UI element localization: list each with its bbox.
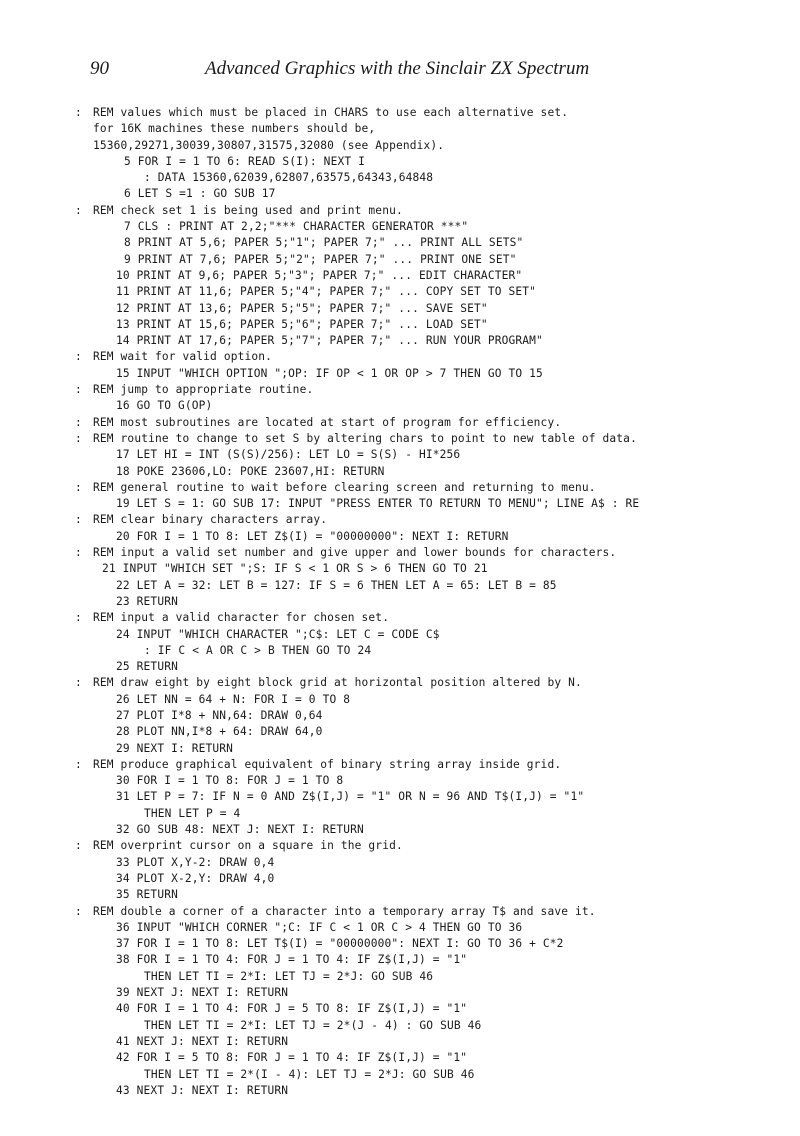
code-line [0, 969, 800, 985]
rem-line [0, 610, 800, 626]
statement-colon: : [75, 106, 82, 119]
code-line [0, 284, 800, 300]
code-line [0, 920, 800, 936]
line-text: 32 GO SUB 48: NEXT J: NEXT I: RETURN [116, 823, 364, 837]
line-text: 11 PRINT AT 11,6; PAPER 5;"4"; PAPER 7;" ... COPY SET TO SET" [116, 285, 537, 299]
rem-line [0, 203, 800, 219]
code-line [0, 1050, 800, 1066]
statement-colon: : [75, 904, 82, 918]
line-text: REM wait for valid option. [93, 350, 273, 364]
line-text: 42 FOR I = 5 TO 8: FOR J = 1 TO 4: IF Z$(I,J) = "1" [116, 1051, 468, 1065]
line-text: 30 FOR I = 1 TO 8: FOR J = 1 TO 8 [116, 774, 344, 788]
code-line [0, 186, 800, 202]
code-line [0, 806, 800, 822]
line-text: THEN LET P = 4 [144, 806, 241, 820]
statement-colon: : [75, 431, 82, 445]
line-text: 5 FOR I = 1 TO 6: READ S(I): NEXT I [124, 154, 365, 168]
rem-line [0, 480, 800, 496]
line-text: 28 PLOT NN,I*8 + 64: DRAW 64,0 [116, 725, 323, 739]
code-line [0, 708, 800, 724]
line-text: 9 PRINT AT 7,6; PAPER 5;"2"; PAPER 7;" ... PRINT ONE SET" [124, 252, 517, 266]
code-line [0, 1083, 800, 1099]
line-text: 10 PRINT AT 9,6; PAPER 5;"3"; PAPER 7;" ... EDIT CHARACTER" [116, 268, 523, 282]
statement-colon: : [75, 383, 82, 397]
line-text: 23 RETURN [116, 594, 178, 608]
rem-line [0, 838, 800, 854]
code-line [0, 952, 800, 968]
statement-colon: : [75, 757, 82, 771]
line-text: REM jump to appropriate routine. [93, 383, 314, 397]
line-text: THEN LET TI = 2*(I - 4): LET TJ = 2*J: GO SUB 46 [144, 1067, 475, 1081]
code-line [0, 529, 800, 545]
code-line [0, 561, 800, 577]
line-text: 25 RETURN [116, 660, 178, 674]
rem-line [0, 545, 800, 561]
page-number: 90 [90, 58, 109, 79]
line-text: : DATA 15360,62039,62807,63575,64343,64848 [144, 171, 434, 185]
code-line [0, 447, 800, 463]
rem-line [0, 904, 800, 920]
code-line [0, 301, 800, 317]
rem-line [0, 349, 800, 365]
statement-colon: : [75, 513, 82, 527]
program-listing [0, 105, 800, 1099]
rem-continuation-line [0, 121, 800, 137]
line-text: 43 NEXT J: NEXT I: RETURN [116, 1083, 289, 1097]
code-line [0, 154, 800, 170]
rem-line [0, 757, 800, 773]
code-line [0, 936, 800, 952]
line-text: 12 PRINT AT 13,6; PAPER 5;"5"; PAPER 7;" ... SAVE SET" [116, 301, 488, 315]
code-line [0, 659, 800, 675]
line-text: THEN LET TI = 2*I: LET TJ = 2*(J - 4) : GO SUB 46 [144, 1018, 482, 1032]
line-text: 15 INPUT "WHICH OPTION ";OP: IF OP < 1 OR OP > 7 THEN GO TO 15 [116, 366, 543, 380]
line-text: 27 PLOT I*8 + NN,64: DRAW 0,64 [116, 708, 323, 722]
code-line [0, 985, 800, 1001]
code-line [0, 268, 800, 284]
line-text: 35 RETURN [116, 888, 178, 902]
line-text: 22 LET A = 32: LET B = 127: IF S = 6 THEN LET A = 65: LET B = 85 [116, 578, 557, 592]
line-text: 26 LET NN = 64 + N: FOR I = 0 TO 8 [116, 692, 351, 706]
line-text: REM general routine to wait before clearing screen and returning to menu. [93, 480, 596, 494]
code-line [0, 724, 800, 740]
line-text: REM check set 1 is being used and print menu. [93, 203, 403, 217]
line-text: 7 CLS : PRINT AT 2,2;"*** CHARACTER GENERATOR ***" [124, 220, 469, 234]
code-line [0, 333, 800, 349]
line-text: 20 FOR I = 1 TO 8: LET Z$(I) = "00000000": NEXT I: RETURN [116, 529, 509, 543]
code-line [0, 871, 800, 887]
statement-colon: : [75, 203, 82, 217]
line-text: 18 POKE 23606,LO: POKE 23607,HI: RETURN [116, 464, 385, 478]
code-line [0, 366, 800, 382]
line-text: 16 GO TO G(OP) [116, 399, 213, 413]
line-text: 15360,29271,30039,30807,31575,32080 (see Appendix). [93, 138, 445, 152]
code-line [0, 627, 800, 643]
line-text: REM most subroutines are located at start of program for efficiency. [93, 415, 562, 429]
line-text: 36 INPUT "WHICH CORNER ";C: IF C < 1 OR C > 4 THEN GO TO 36 [116, 920, 523, 934]
line-text: 40 FOR I = 1 TO 4: FOR J = 5 TO 8: IF Z$(I,J) = "1" [116, 1002, 468, 1016]
code-line [0, 594, 800, 610]
code-line [0, 1018, 800, 1034]
statement-colon: : [75, 546, 82, 560]
statement-colon: : [75, 480, 82, 494]
statement-colon: : [75, 611, 82, 625]
line-text: 17 LET HI = INT (S(S)/256): LET LO = S(S) - HI*256 [116, 448, 461, 462]
code-line [0, 1001, 800, 1017]
code-line [0, 398, 800, 414]
statement-colon: : [75, 350, 82, 364]
code-line [0, 317, 800, 333]
rem-line [0, 382, 800, 398]
code-line [0, 887, 800, 903]
rem-line [0, 675, 800, 691]
code-line [0, 855, 800, 871]
rem-line [0, 105, 800, 121]
code-line [0, 1067, 800, 1083]
line-text: 37 FOR I = 1 TO 8: LET T$(I) = "00000000": NEXT I: GO TO 36 + C*2 [116, 937, 564, 951]
line-text: REM draw eight by eight block grid at horizontal position altered by N. [93, 676, 582, 690]
code-line [0, 235, 800, 251]
code-line [0, 692, 800, 708]
line-text: THEN LET TI = 2*I: LET TJ = 2*J: GO SUB 46 [144, 969, 434, 983]
line-text: 13 PRINT AT 15,6; PAPER 5;"6"; PAPER 7;" ... LOAD SET" [116, 317, 488, 331]
line-text: 41 NEXT J: NEXT I: RETURN [116, 1034, 289, 1048]
line-text: 31 LET P = 7: IF N = 0 AND Z$(I,J) = "1" OR N = 96 AND T$(I,J) = "1" [116, 790, 585, 804]
code-line [0, 219, 800, 235]
line-text: REM clear binary characters array. [93, 513, 328, 527]
code-line [0, 578, 800, 594]
line-text: 33 PLOT X,Y-2: DRAW 0,4 [116, 855, 275, 869]
line-text: REM routine to change to set S by altering chars to point to new table of data. [93, 431, 637, 445]
line-text: 38 FOR I = 1 TO 4: FOR J = 1 TO 4: IF Z$(I,J) = "1" [116, 953, 468, 967]
statement-colon: : [75, 676, 82, 690]
rem-continuation-line [0, 138, 800, 154]
rem-line [0, 512, 800, 528]
code-line [0, 643, 800, 659]
rem-line [0, 415, 800, 431]
line-text: 24 INPUT "WHICH CHARACTER ";C$: LET C = CODE C$ [116, 627, 440, 641]
code-line [0, 252, 800, 268]
line-text: 8 PRINT AT 5,6; PAPER 5;"1"; PAPER 7;" ... PRINT ALL SETS" [124, 236, 524, 250]
line-text: : IF C < A OR C > B THEN GO TO 24 [144, 643, 372, 657]
line-text: 19 LET S = 1: GO SUB 17: INPUT "PRESS ENTER TO RETURN TO MENU"; LINE A$ : RE [116, 497, 640, 511]
line-text: 29 NEXT I: RETURN [116, 741, 234, 755]
line-text: for 16K machines these numbers should be, [93, 122, 376, 136]
code-line [0, 741, 800, 757]
running-head: Advanced Graphics with the Sinclair ZX Spectrum [205, 58, 590, 79]
statement-colon: : [75, 839, 82, 853]
line-text: REM input a valid character for chosen set. [93, 611, 390, 625]
line-text: REM values which must be placed in CHARS to use each alternative set. [93, 106, 569, 119]
code-line [0, 789, 800, 805]
statement-colon: : [75, 415, 82, 429]
line-text: REM input a valid set number and give upper and lower bounds for characters. [93, 546, 617, 560]
rem-line [0, 431, 800, 447]
line-text: 21 INPUT "WHICH SET ";S: IF S < 1 OR S > 6 THEN GO TO 21 [102, 562, 488, 576]
code-line [0, 773, 800, 789]
line-text: 34 PLOT X-2,Y: DRAW 4,0 [116, 871, 275, 885]
line-text: REM double a corner of a character into a temporary array T$ and save it. [93, 904, 596, 918]
line-text: 14 PRINT AT 17,6; PAPER 5;"7"; PAPER 7;" ... RUN YOUR PROGRAM" [116, 334, 543, 348]
line-text: REM produce graphical equivalent of binary string array inside grid. [93, 757, 562, 771]
line-text: 39 NEXT J: NEXT I: RETURN [116, 986, 289, 1000]
code-line [0, 1034, 800, 1050]
code-line [0, 822, 800, 838]
code-line [0, 464, 800, 480]
line-text: 6 LET S =1 : GO SUB 17 [124, 187, 276, 201]
line-text: REM overprint cursor on a square in the grid. [93, 839, 403, 853]
code-line [0, 496, 800, 512]
code-line [0, 170, 800, 186]
